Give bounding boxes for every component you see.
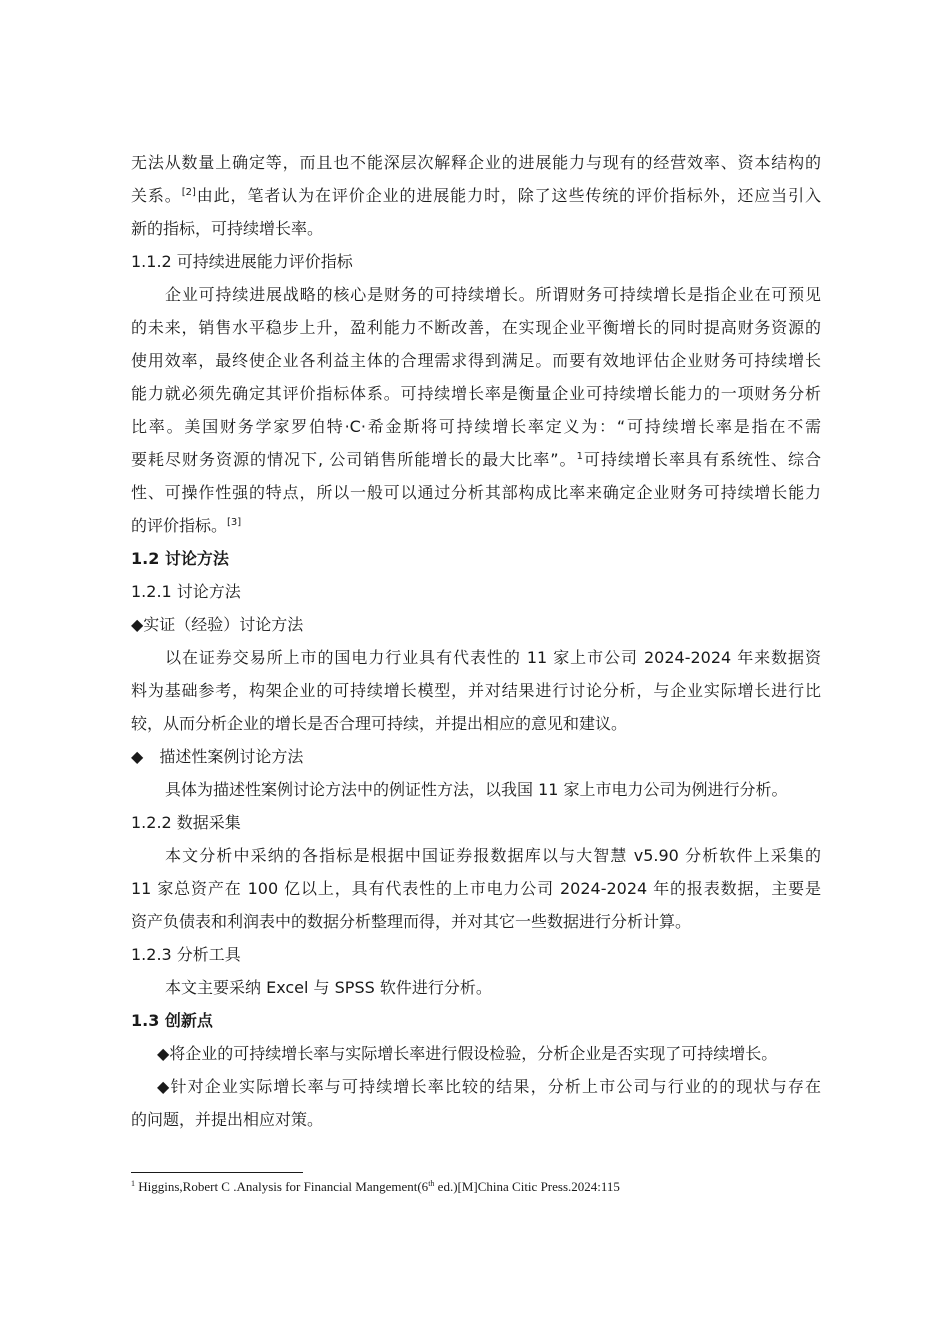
paragraph-line: 11 家总资产在 100 亿以上，具有代表性的上市电力公司 2024-2024 年的报表数据，主要是 bbox=[131, 879, 821, 898]
paragraph-line: 能力就必须先确定其评价指标体系。可持续增长率是衡量企业可持续增长能力的一项财务分析 bbox=[131, 384, 821, 403]
paragraph-line bbox=[131, 509, 821, 542]
paragraph-line: 本文分析中采纳的各指标是根据中国证券报数据库以与大智慧 v5.90 分析软件上采集的 bbox=[165, 846, 821, 865]
citation-ref: [3] bbox=[227, 517, 242, 528]
text-run: 的评价指标。 bbox=[131, 516, 228, 535]
paragraph-line: ◆将企业的可持续增长率与实际增长率进行假设检验，分析企业是否实现了可持续增长。 bbox=[157, 1044, 778, 1063]
bullet-item bbox=[131, 740, 821, 773]
footnote-text: ed.)[M]China Citic Press.2024:115 bbox=[434, 1179, 620, 1194]
paragraph-line: 无法从数量上确定等，而且也不能深层次解释企业的进展能力与现有的经营效率、资本结构的 bbox=[131, 153, 821, 172]
section-heading-1-2-3: 1.2.3 分析工具 bbox=[131, 945, 241, 964]
paragraph-line: 新的指标，可持续增长率。 bbox=[131, 219, 324, 238]
footnote-separator bbox=[131, 1172, 303, 1173]
footnote-ref: 1 bbox=[576, 451, 583, 462]
page-body bbox=[131, 146, 821, 1136]
paragraph-line: 使用效率，最终使企业各利益主体的合理需求得到满足。而要有效地评估企业财务可持续增长 bbox=[131, 351, 821, 370]
paragraph-line: 以在证券交易所上市的国电力行业具有代表性的 11 家上市公司 2024-2024 年来数据资 bbox=[165, 648, 821, 667]
bullet-item: ◆实证（经验）讨论方法 bbox=[131, 615, 304, 634]
section-heading-1-3: 1.3 创新点 bbox=[131, 1011, 213, 1030]
text-run: 要耗尽财务资源的情况下, 公司销售所能增长的最大比率”。 bbox=[131, 450, 577, 469]
footnote-superscript: th bbox=[428, 1179, 435, 1188]
section-heading-1-2: 1.2 讨论方法 bbox=[131, 549, 229, 568]
paragraph-line: 性、可操作性强的特点，所以一般可以通过分析其部构成比率来确定企业财务可持续增长能力 bbox=[131, 483, 821, 502]
paragraph-line: 企业可持续进展战略的核心是财务的可持续增长。所谓财务可持续增长是指企业在可预见 bbox=[165, 285, 821, 304]
text-run: 可持续增长率具有系统性、综合 bbox=[582, 450, 821, 469]
citation-ref: [2] bbox=[181, 187, 196, 198]
paragraph-line: 料为基础参考，构架企业的可持续增长模型，并对结果进行讨论分析，与企业实际增长进行比 bbox=[131, 681, 821, 700]
text-run: 关系。 bbox=[131, 186, 182, 205]
paragraph-line: 本文主要采纳 Excel 与 SPSS 软件进行分析。 bbox=[165, 978, 492, 997]
paragraph-line bbox=[131, 179, 821, 212]
paragraph-line: 具体为描述性案例讨论方法中的例证性方法，以我国 11 家上市电力公司为例进行分析。 bbox=[165, 780, 788, 799]
footnote-text: Higgins,Robert C .Analysis for Financial Mangement(6 bbox=[135, 1179, 429, 1194]
footnote-number: 1 bbox=[131, 1179, 135, 1188]
diamond-bullet-icon: ◆ bbox=[131, 747, 144, 766]
paragraph-line: ◆针对企业实际增长率与可持续增长率比较的结果，分析上市公司与行业的的现状与存在 bbox=[157, 1077, 821, 1096]
paragraph-line: 比率。美国财务学家罗伯特·C·希金斯将可持续增长率定义为：“可持续增长率是指在不需 bbox=[131, 417, 821, 436]
footnote bbox=[131, 1178, 620, 1196]
bullet-text: 描述性案例讨论方法 bbox=[159, 747, 304, 766]
section-heading-1-2-1: 1.2.1 讨论方法 bbox=[131, 582, 241, 601]
paragraph-line: 的问题，并提出相应对策。 bbox=[131, 1110, 324, 1129]
paragraph-line: 资产负债表和利润表中的数据分析整理而得，并对其它一些数据进行分析计算。 bbox=[131, 912, 692, 931]
text-run: 由此，笔者认为在评价企业的进展能力时，除了这些传统的评价指标外，还应当引入 bbox=[195, 186, 821, 205]
paragraph-line bbox=[131, 443, 821, 476]
paragraph-line: 较，从而分析企业的增长是否合理可持续，并提出相应的意见和建议。 bbox=[131, 714, 628, 733]
section-heading-1-1-2: 1.1.2 可持续进展能力评价指标 bbox=[131, 252, 353, 271]
section-heading-1-2-2: 1.2.2 数据采集 bbox=[131, 813, 241, 832]
paragraph-line: 的未来，销售水平稳步上升，盈利能力不断改善，在实现企业平衡增长的同时提高财务资源的 bbox=[131, 318, 821, 337]
